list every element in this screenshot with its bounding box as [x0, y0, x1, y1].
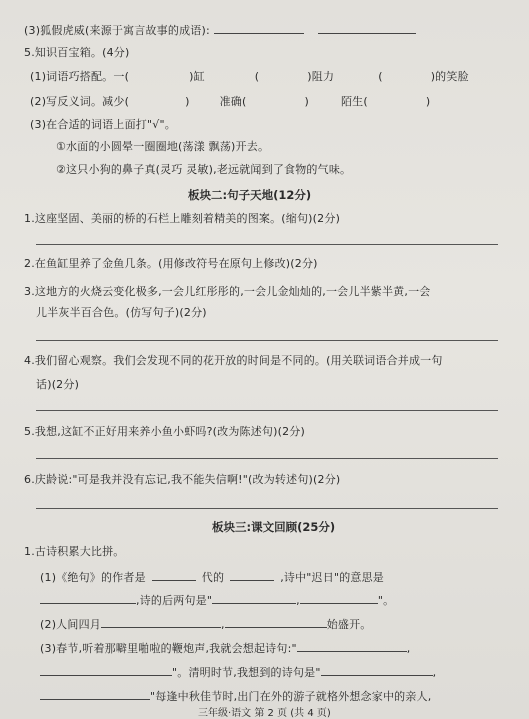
answer-blank[interactable] — [225, 616, 327, 628]
answer-blank[interactable] — [321, 664, 433, 676]
answer-blank[interactable] — [152, 569, 196, 581]
answer-blank[interactable] — [230, 569, 274, 581]
answer-line[interactable] — [36, 508, 498, 509]
sentence-q2: 2.在鱼缸里养了金鱼几条。(用修改符号在原句上修改)(2分) — [24, 257, 318, 270]
answer-blank[interactable] — [300, 592, 378, 604]
sentence-q4-line1: 4.我们留心观察。我们会发现不同的花开放的时间是不同的。(用关联词语合并成一句 — [24, 354, 443, 367]
answer-line[interactable] — [36, 340, 498, 341]
answer-blank[interactable] — [101, 616, 221, 628]
answer-blank[interactable] — [40, 688, 150, 700]
poetry-title: 1.古诗积累大比拼。 — [24, 545, 125, 558]
choice-item-2: ②这只小狗的鼻子真(灵巧 灵敏),老远就闻到了食物的气味。 — [56, 163, 352, 176]
sentence-q4-line2: 话)(2分) — [36, 378, 80, 391]
answer-line[interactable] — [36, 458, 498, 459]
section-2-heading: 板块二:句子天地(12分) — [188, 188, 312, 202]
sentence-q6: 6.庆龄说:"可是我并没有忘记,我不能失信啊!"(改为转述句)(2分) — [24, 473, 341, 486]
sentence-q1: 1.这座坚固、美丽的桥的石栏上雕刻着精美的图案。(缩句)(2分) — [24, 212, 341, 225]
answer-line[interactable] — [36, 244, 498, 245]
answer-blank[interactable] — [40, 592, 136, 604]
poem-q1-line2: ,诗的后两句是" , "。 — [40, 592, 394, 608]
sentence-q3-line1: 3.这地方的火烧云变化极多,一会儿红彤彤的,一会儿金灿灿的,一会儿半紫半黄,一会 — [24, 285, 431, 298]
answer-blank[interactable] — [214, 22, 304, 34]
poem-q1-line1: (1)《绝句》的作者是 代的 ,诗中"迟日"的意思是 — [40, 571, 385, 584]
answer-line[interactable] — [36, 410, 498, 411]
answer-blank[interactable] — [318, 22, 416, 34]
antonyms-line: (2)写反义词。减少( ) 准确( ) 陌生( ) — [30, 95, 431, 108]
sentence-q3-line2: 儿半灰半百合色。(仿写句子)(2分) — [36, 306, 207, 319]
poem-q3-line2: "。清明时节,我想到的诗句是" , — [40, 664, 436, 680]
question-3-idiom: (3)狐假虎威(来源于寓言故事的成语): — [24, 22, 416, 38]
poem-q2: (2)人间四月 , 始盛开。 — [40, 618, 372, 631]
answer-blank[interactable] — [297, 640, 407, 652]
sentence-q5: 5.我想,这缸不正好用来养小鱼小虾吗?(改为陈述句)(2分) — [24, 425, 305, 438]
section-5-title: 5.知识百宝箱。(4分) — [24, 46, 130, 59]
checkmark-instruction: (3)在合适的词语上面打"√"。 — [30, 118, 176, 131]
word-matching-line: (1)词语巧搭配。一( )缸 ( )阻力 ( )的笑脸 — [30, 70, 469, 83]
choice-item-1: ①水面的小圆晕一圈圈地(荡漾 飘荡)开去。 — [56, 140, 270, 153]
answer-blank[interactable] — [212, 592, 296, 604]
section-3-heading: 板块三:课文回顾(25分) — [212, 520, 336, 534]
page-footer: 三年级·语文 第 2 页 (共 4 页) — [198, 708, 331, 719]
poem-q4-line1: "每逢中秋佳节时,出门在外的游子就格外想念家中的亲人, — [40, 688, 431, 704]
answer-blank[interactable] — [40, 664, 172, 676]
poem-q3-line1: (3)春节,听着那噼里啪啦的鞭炮声,我就会想起诗句:" , — [40, 642, 411, 655]
